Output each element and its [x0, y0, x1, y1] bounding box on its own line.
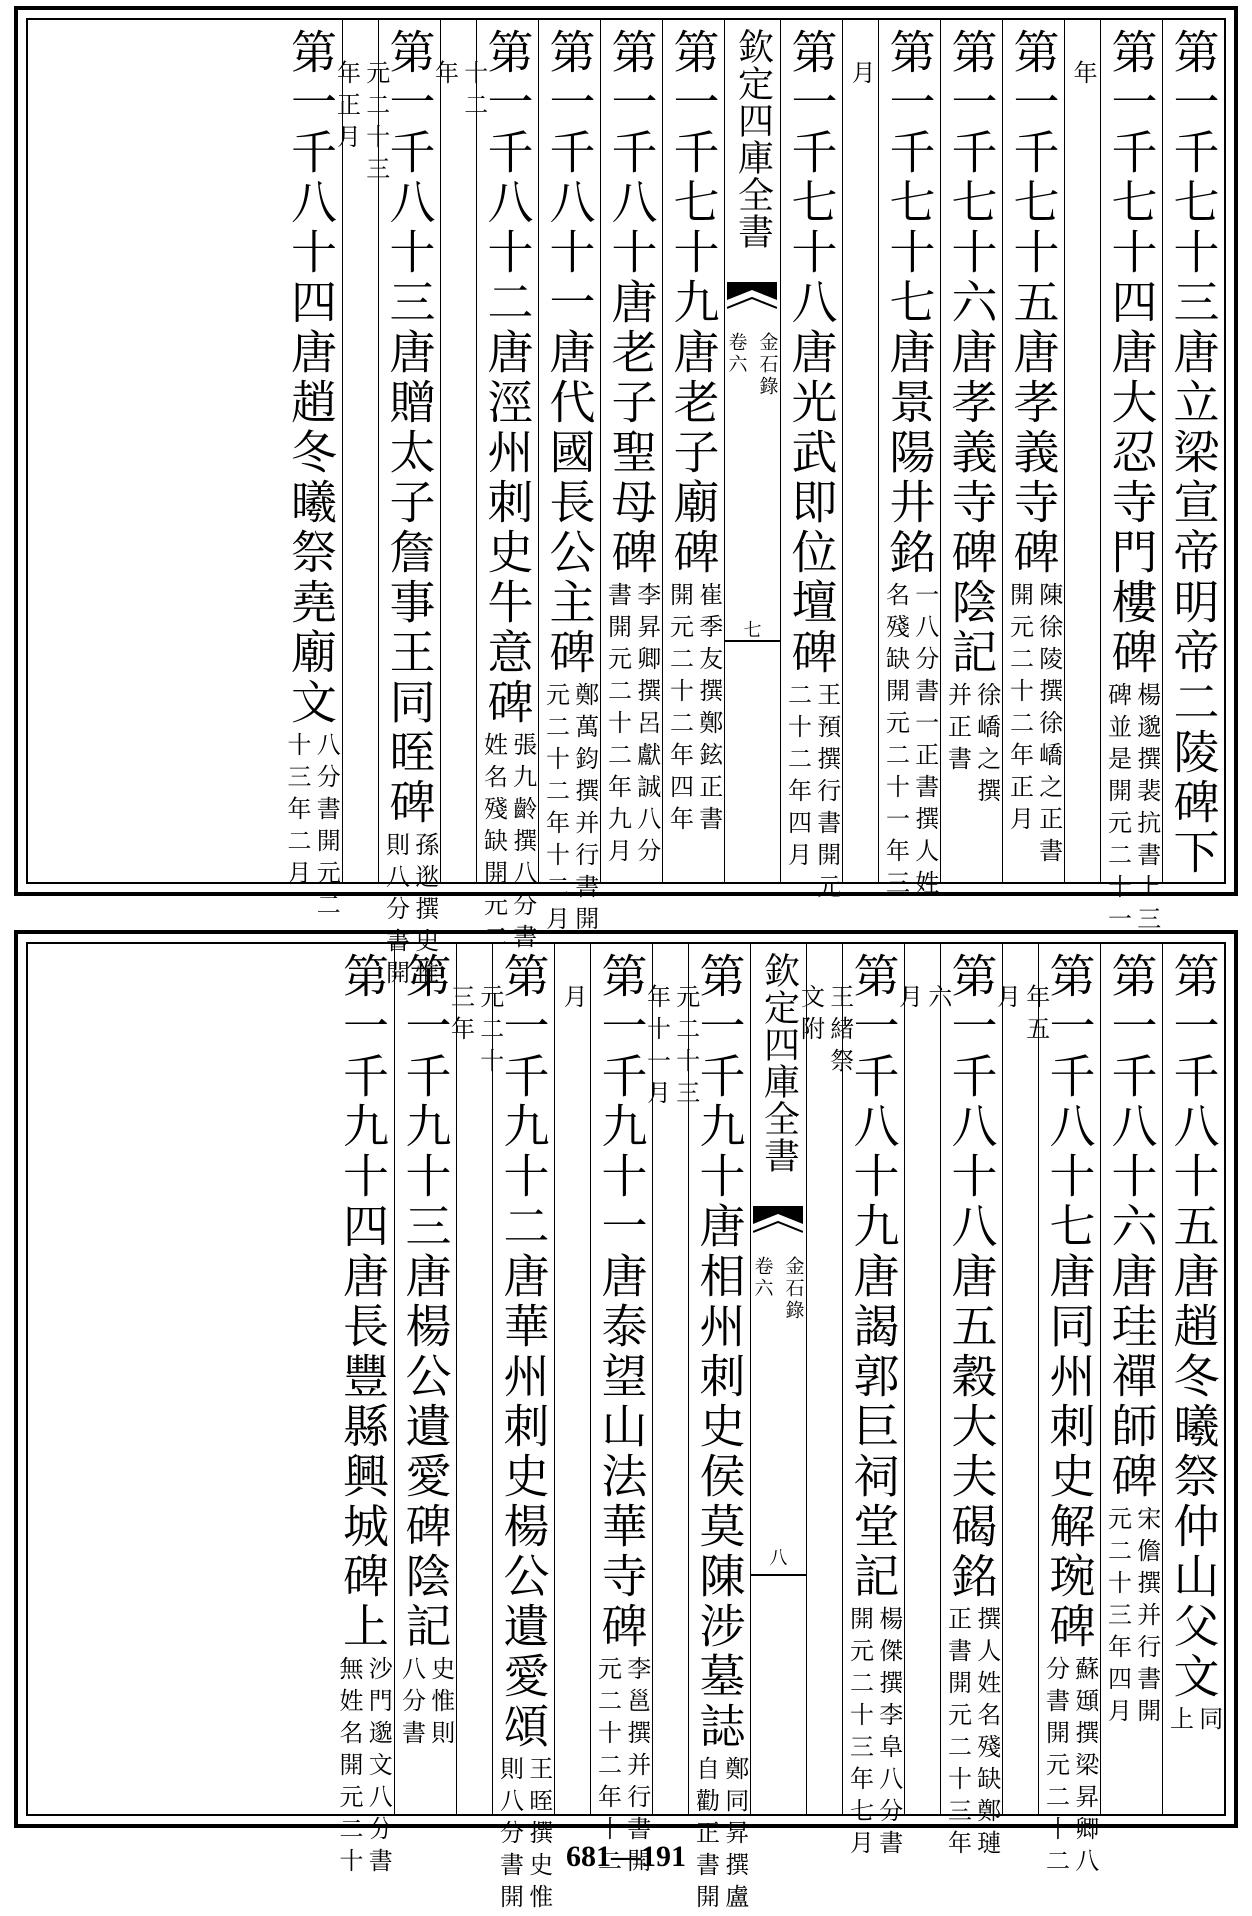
annotation-line: 正書開元二十三年 [943, 1606, 972, 1862]
volume-label-line: 金石錄 [756, 332, 779, 398]
page-number-footer: 681—191 [566, 1840, 686, 1873]
entry-title: 第一千八十五唐趙冬曦祭仲山父文 [1166, 952, 1221, 1702]
folio-number: 八 [769, 1548, 788, 1569]
annotation-line: 元二十三年四月 [1103, 1506, 1132, 1730]
annotation-line: 年 [1069, 60, 1098, 92]
entry-annotation [665, 582, 723, 838]
annotation-line: 六 [923, 984, 952, 1016]
volume-label-line: 卷六 [751, 1256, 774, 1300]
entry-annotation [1103, 682, 1161, 938]
annotation-line: 開元二十二年四年 [665, 582, 694, 838]
annotation-line: 八分書開元二 [312, 732, 341, 924]
text-column [894, 944, 952, 1814]
annotation-line: 蘇頲撰梁昇卿八 [1070, 1656, 1099, 1880]
annotation-line: 一八分書一正書撰人姓 [910, 582, 939, 902]
annotation-line: 史惟則 [426, 1656, 455, 1752]
text-column [554, 944, 590, 1814]
volume-label [750, 1256, 808, 1322]
annotation-line: 年正月 [332, 60, 361, 156]
entry-title: 第一千九十三唐楊公遺愛碑陰記 [398, 952, 453, 1652]
text-column [642, 944, 700, 1814]
fish-tail-mark-icon [727, 282, 777, 312]
annotation-line: 姓名殘缺開元二 [479, 732, 508, 956]
annotation-line: 自勸正書開 [691, 1756, 720, 1916]
text-column [1162, 20, 1224, 882]
annotation-line: 撰人姓名殘缺鄭璉 [972, 1606, 1001, 1862]
annotation-line: 王晊撰史惟 [524, 1756, 553, 1916]
continuation-annotation [1069, 60, 1098, 92]
annotation-line: 則八分書開 [381, 832, 410, 992]
text-column [940, 20, 1002, 882]
entry-annotation [541, 682, 599, 938]
entry-title: 第一千八十七唐同州刺史解琬碑 [1042, 952, 1097, 1652]
annotation-line: 上 [1165, 1706, 1194, 1738]
annotation-line: 八分書 [397, 1656, 426, 1752]
annotation-line: 元二十 [475, 984, 504, 1080]
annotation-line: 月 [847, 60, 876, 92]
upper-page [14, 6, 1238, 992]
entry-title: 第一千八十唐老子聖母碑 [604, 28, 659, 578]
entry-annotation [943, 1606, 1001, 1862]
annotation-line: 無姓名開元二十 [335, 1656, 363, 1880]
annotation-line: 楊傑撰李阜八分書 [874, 1606, 903, 1862]
annotation-line: 元二十三 [361, 60, 390, 188]
entry-title: 第一千八十八唐五穀大夫碣銘 [944, 952, 999, 1602]
entry-title: 第一千七十八唐光武即位壇碑 [784, 28, 839, 678]
entry-title: 第一千七十九唐老子廟碑 [666, 28, 721, 578]
entry-annotation [495, 1756, 553, 1916]
annotation-line: 三年 [446, 984, 475, 1048]
annotation-line: 楊邈撰裴抗書上三 [1132, 682, 1161, 938]
annotation-line: 二十二年四月 [783, 682, 812, 874]
volume-label [724, 332, 782, 398]
annotation-line: 李邕撰并行書開 [622, 1656, 651, 1880]
upper-page-frame [26, 18, 1226, 992]
text-column [796, 944, 854, 1814]
entry-annotation [397, 1656, 455, 1752]
annotation-line: 元二十二年十二月 [541, 682, 570, 938]
entry-annotation [691, 1756, 749, 1916]
annotation-line: 陳徐陵撰徐嶠之正書 [1034, 582, 1063, 870]
text-column [600, 20, 662, 882]
upper-columns [28, 20, 1224, 992]
annotation-line: 孫逖撰史惟 [410, 832, 439, 992]
continuation-annotation [559, 984, 588, 1016]
entry-title: 第一千九十二唐華州刺史楊公遺愛頌 [496, 952, 551, 1752]
book-title: 欽定四庫全書 [732, 28, 774, 250]
annotation-line: 徐嶠之撰 [972, 682, 1001, 810]
annotation-line: 鄭同昇撰盧 [720, 1756, 749, 1916]
annotation-line: 開元二十二年正月 [1005, 582, 1034, 838]
entry-title: 第一千八十二唐涇州刺史牛意碑 [480, 28, 535, 728]
text-column [394, 944, 456, 1814]
annotation-line: 元二十二年十二 [593, 1656, 622, 1880]
entry-annotation [1103, 1506, 1161, 1730]
text-column [780, 20, 842, 906]
text-column [332, 944, 394, 1880]
entry-annotation [1165, 1706, 1223, 1738]
entry-title: 第一千七十五唐孝義寺碑 [1006, 28, 1061, 578]
text-column [940, 944, 1002, 1862]
center-fold [750, 944, 806, 1814]
annotation-line: 月 [992, 984, 1021, 1016]
text-column [842, 20, 878, 882]
volume-label-line: 卷六 [725, 332, 748, 376]
entry-title: 第一千九十一唐泰望山法華寺碑 [594, 952, 649, 1652]
annotation-line: 文附 [796, 984, 825, 1048]
annotation-line: 月 [559, 984, 588, 1016]
entry-annotation [479, 732, 537, 956]
annotation-line: 書開元二十二年九月 [603, 582, 632, 870]
text-column [992, 944, 1050, 1814]
annotation-line: 鄭萬鈞撰并行書開 [570, 682, 599, 938]
text-column [1100, 20, 1162, 938]
annotation-line: 崔季友撰鄭鉉正書 [694, 582, 723, 838]
text-column [476, 20, 538, 956]
entry-annotation [783, 682, 841, 906]
entry-annotation [881, 582, 939, 902]
annotation-line: 沙門邈文八分書 [364, 1656, 393, 1880]
annotation-line: 十三年二月 [283, 732, 311, 892]
annotation-line: 開元二十三年七月 [845, 1606, 874, 1862]
text-column [430, 20, 488, 882]
entry-title: 第一千七十三唐立梁宣帝明帝二陵碑下 [1166, 28, 1221, 878]
text-column [1162, 944, 1224, 1814]
fold-rule [751, 1574, 806, 1576]
annotation-line: 年 [430, 60, 459, 92]
text-column [1100, 944, 1162, 1814]
entry-title: 第一千八十四唐趙冬曦祭堯廟文 [284, 28, 338, 728]
text-column [1038, 944, 1100, 1880]
annotation-line: 張九齡撰八分書 [508, 732, 537, 956]
entry-title: 第一千九十唐相州刺史侯莫陳涉墓誌 [692, 952, 747, 1752]
entry-annotation [603, 582, 661, 870]
annotation-line: 同 [1194, 1706, 1223, 1738]
entry-title: 第一千八十三唐贈太子詹事王同晊碑 [382, 28, 437, 828]
annotation-line: 名殘缺開元二十一年三 [881, 582, 910, 902]
annotation-line: 月 [894, 984, 923, 1016]
text-column [878, 20, 940, 902]
entry-title: 第一千八十一唐代國長公主碑 [542, 28, 597, 678]
entry-title: 第一千八十九唐謁郭巨祠堂記 [846, 952, 901, 1602]
entry-title: 第一千七十四唐大忍寺門樓碑 [1104, 28, 1159, 678]
book-title: 欽定四庫全書 [758, 952, 800, 1174]
continuation-annotation [847, 60, 876, 92]
annotation-line: 李昇卿撰呂獻誠八分 [632, 582, 661, 870]
annotation-line: 王緒祭 [825, 984, 854, 1080]
entry-title: 第一千九十四唐長豐縣興城碑上 [336, 952, 390, 1652]
center-fold [724, 20, 780, 882]
annotation-line: 碑並是開元二十一 [1103, 682, 1132, 938]
entry-title: 第一千八十六唐珪禪師碑 [1104, 952, 1159, 1502]
entry-annotation [283, 732, 341, 924]
volume-label-line: 金石錄 [782, 1256, 805, 1322]
entry-annotation [845, 1606, 903, 1862]
annotation-line: 宋儋撰并行書開 [1132, 1506, 1161, 1730]
annotation-line: 并正書 [943, 682, 972, 778]
text-column [280, 20, 342, 924]
fish-tail-mark-icon [753, 1206, 803, 1236]
text-column [446, 944, 504, 1814]
annotation-line: 十二 [459, 60, 488, 124]
annotation-line: 年十一月 [642, 984, 671, 1112]
text-column [538, 20, 600, 938]
folio-number: 七 [743, 620, 762, 641]
annotation-line: 分書開元二十二 [1041, 1656, 1070, 1880]
entry-title: 第一千七十七唐景陽井銘 [882, 28, 937, 578]
text-column [1002, 20, 1064, 882]
annotation-line: 王預撰行書開元 [812, 682, 841, 906]
annotation-line: 則八分書開 [495, 1756, 524, 1916]
text-column [1064, 20, 1100, 882]
entry-annotation [1005, 582, 1063, 870]
text-column [662, 20, 724, 882]
entry-annotation [943, 682, 1001, 810]
annotation-line: 年五 [1021, 984, 1050, 1048]
text-column [332, 20, 390, 882]
annotation-line: 元二十三 [671, 984, 700, 1112]
entry-title: 第一千七十六唐孝義寺碑陰記 [944, 28, 999, 678]
